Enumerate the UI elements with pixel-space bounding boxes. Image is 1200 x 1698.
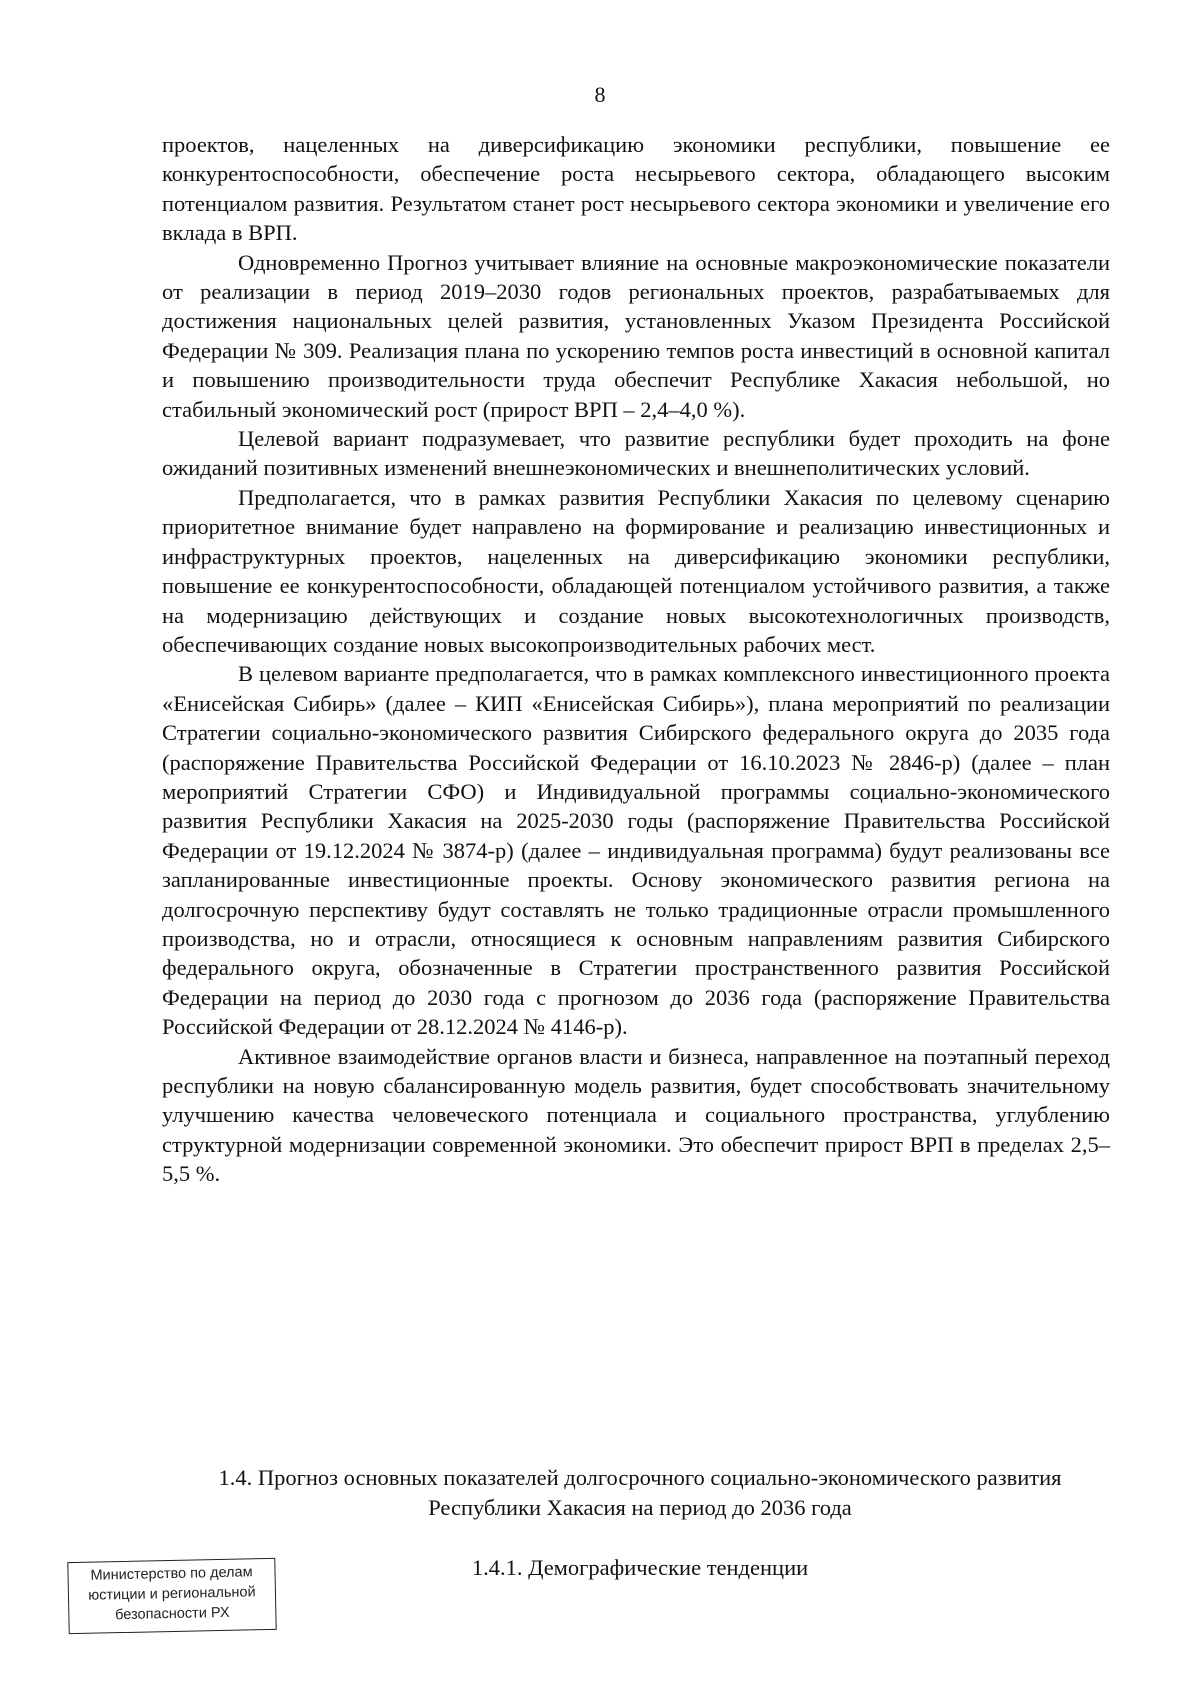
page-number: 8	[594, 82, 606, 107]
paragraph-forecast-projects: Одновременно Прогноз учитывает влияние на основные макроэкономические показатели от реализации в период 2019–2030 годов региональных проектов, разрабатываемых для достижения национальных целей развития, установленных Указом Президента Российской Федерации № 309. Реализация плана по ускорению темпов роста инвестиций в основной капитал и повышению производительности труда обеспечит Республике Хакасия небольшой, но стабильный экономический рост (прирост ВРП – 2,4–4,0 %).	[162, 249, 1110, 422]
ministry-stamp	[67, 1558, 276, 1634]
stamp-line-2: юстиции и региональной	[88, 1584, 256, 1604]
section-heading: 1.4. Прогноз основных показателей долгосрочного социально-экономического развития Республики Хакасия на период до 2036 года	[218, 1465, 1062, 1520]
stamp-line-1: Министерство по делам	[90, 1564, 253, 1584]
body-text	[162, 130, 1110, 1189]
paragraph-priorities: Предполагается, что в рамках развития Республики Хакасия по целевому сценарию приоритетное внимание будет направлено на формирование и реализацию инвестиционных и инфраструктурных проектов, нацеленных на диверсификацию экономики республики, повышение ее конкурентоспособности, обладающей потенциалом устойчивого развития, а также на модернизацию действующих и создание новых высокотехнологичных производств, обеспечивающих создание новых высокопроизводительных рабочих мест.	[162, 484, 1110, 657]
subsection-heading: 1.4.1. Демографические тенденции	[471, 1555, 809, 1580]
stamp-line-3: безопасности РХ	[115, 1604, 230, 1624]
paragraph-cooperation: Активное взаимодействие органов власти и бизнеса, направленное на поэтапный переход республики на новую сбалансированную модель развития, будет способствовать значительному улучшению качества человеческого потенциала и социального пространства, углублению структурной модернизации современной экономики. Это обеспечит прирост ВРП в пределах 2,5–5,5 %.	[162, 1043, 1110, 1187]
paragraph-continued: проектов, нацеленных на диверсификацию экономики республики, повышение ее конкурентоспособности, обеспечение роста несырьевого сектора, обладающего высоким потенциалом развития. Результатом станет рост несырьевого сектора экономики и увеличение его вклада в ВРП.	[162, 132, 1110, 246]
paragraph-investment-projects: В целевом варианте предполагается, что в рамках комплексного инвестиционного проекта «Енисейская Сибирь» (далее – КИП «Енисейская Сибирь»), плана мероприятий по реализации Стратегии социально-экономического развития Сибирского федерального округа до 2035 года (распоряжение Правительства Российской Федерации от 16.10.2023 № 2846-р) (далее – план мероприятий Стратегии СФО) и Индивидуальной программы социально-экономического развития Республики Хакасия на 2025-2030 годы (распоряжение Правительства Российской Федерации от 19.12.2024 № 3874-р) (далее – индивидуальная программа) будут реализованы все запланированные инвестиционные проекты. Основу экономического развития региона на долгосрочную перспективу будут составлять не только традиционные отрасли промышленного производства, но и отрасли, относящиеся к основным направлениям развития Сибирского федерального округа, обозначенные в Стратегии пространственного развития Российской Федерации на период до 2030 года с прогнозом до 2036 года (распоряжение Правительства Российской Федерации от 28.12.2024 № 4146-р).	[162, 661, 1110, 1040]
paragraph-target-variant: Целевой вариант подразумевает, что развитие республики будет проходить на фоне ожиданий позитивных изменений внешнеэкономических и внешнеполитических условий.	[162, 426, 1110, 481]
